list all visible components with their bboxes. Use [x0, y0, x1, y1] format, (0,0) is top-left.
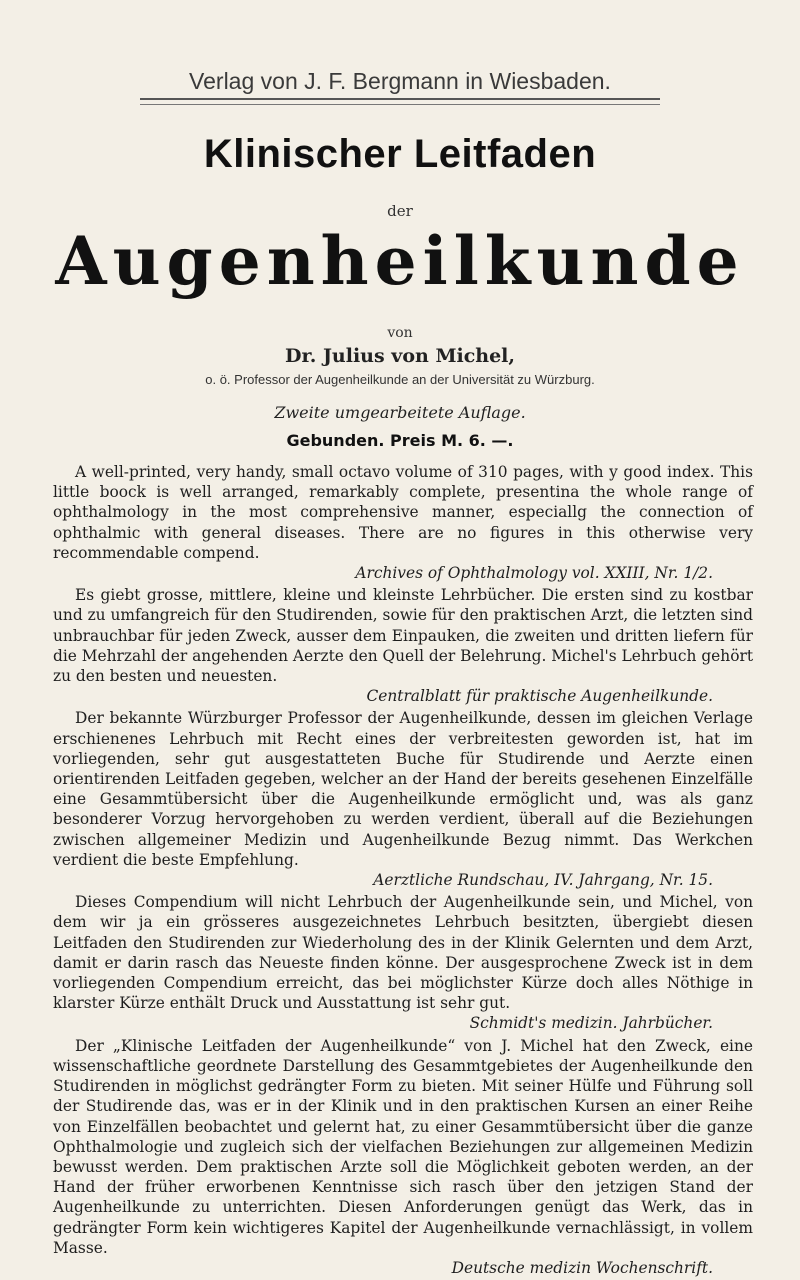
review-text: Der „Klinische Leitfaden der Augenheilkunde“ von J. Michel hat den Zweck, eine wissenschaftliche geordnete Darstellung des Gesammtgebietes der Augenheilkunde den Studirenden in möglichst gedrängter Form zu bieten. Mit seiner Hülfe und Führung soll der Studirende das, was er in der Klinik und in den praktischen Kursen an einer Reihe von Einzelfällen beobachtet und gelernt hat, zu einer Gesammtübersicht über die ganze Ophthalmologie und zugleich sich der vielfachen Beziehungen zur allgemeinen Medizin bewusst werden. Dem praktischen Arzte soll die Möglichkeit geboten werden, an der Hand der früher erworbenen Kenntnisse sich rasch über den jetzigen Stand der Augenheilkunde zu unterrichten. Diesen Anforderungen genügt das Werk, das in gedrängter Form kein wichtigeres Kapitel der Augenheilkunde vernachlässigt, in vollem Masse. — [53, 1036, 753, 1257]
review-source: Archives of Ophthalmology vol. XXIII, Nr. 1/2. — [355, 564, 713, 583]
title-connector: der — [387, 202, 413, 220]
edition-note: Zweite umgearbeitete Auflage. — [274, 403, 526, 422]
book-main-title: Augenheilkunde — [55, 222, 745, 300]
review-source: Aerztliche Rundschau, IV. Jahrgang, Nr. 15. — [373, 871, 713, 890]
reviews-section — [53, 462, 753, 1280]
book-title: Klinischer Leitfaden — [203, 132, 597, 176]
author-name: Dr. Julius von Michel, — [284, 345, 516, 367]
review-source: Deutsche medizin Wochenschrift. — [451, 1258, 713, 1277]
review-text: Der bekannte Würzburger Professor der Augenheilkunde, dessen im gleichen Verlage erschienenes Lehrbuch mit Recht eines der verbreitesten geworden ist, hat im vorliegenden, sehr gut ausgestatteten Buche für Studirende und Aerzte einen orientirenden Leitfaden gegeben, welcher an der Hand der bereits gesehenen Einzelfälle eine Gesammtübersicht über die Augenheilkunde ermöglicht und, was als ganz besonderer Vorzug hervorgehoben zu werden verdient, überall auf die Beziehungen zwischen allgemeiner Medizin und Augenheilkunde Bezug nimmt. Das Werkchen verdient die beste Empfehlung. — [53, 709, 753, 869]
price-line: Gebunden. Preis M. 6. —. — [286, 431, 514, 450]
review-source: Schmidt's medizin. Jahrbücher. — [469, 1014, 713, 1033]
author-affiliation: o. ö. Professor der Augenheilkunde an der Universität zu Würzburg. — [205, 372, 595, 387]
review-text: Es giebt grosse, mittlere, kleine und kleinste Lehrbücher. Die ersten sind zu kostbar und zu umfangreich für den Studirenden, sowie für den praktischen Arzt, die letzten sind unbrauchbar für jeden Zweck, ausser dem Einpauken, die zweiten und dritten liefern für die Mehrzahl der angehenden Aerzte den Quell der Belehrung. Michel's Lehrbuch gehört zu den besten und neuesten. — [53, 586, 754, 686]
review-text: Dieses Compendium will nicht Lehrbuch der Augenheilkunde sein, und Michel, von dem wir ja ein grösseres ausgezeichnetes Lehrbuch besitzten, übergiebt diesen Leitfaden den Studirenden zur Wiederholung des in der Klinik Gelernten und dem Arzt, damit er darin rasch das Neueste finden könne. Der ausgesprochene Zweck ist in dem vorliegenden Compendium erreicht, das bei möglichster Kürze doch alles Nöthige in klarster Kürze enthält Druck und Ausstattung ist sehr gut. — [53, 893, 753, 1013]
publisher-line: Verlag von J. F. Bergmann in Wiesbaden. — [189, 68, 611, 94]
author-prefix: von — [387, 325, 413, 341]
header-rule — [140, 98, 660, 100]
header-rule-thin — [140, 104, 660, 105]
review-source: Centralblatt für praktische Augenheilkunde. — [366, 687, 713, 706]
review-text: A well-printed, very handy, small octavo volume of 310 pages, with y good index. This little boock is well arranged, remarkably complete, presentina the whole range of ophthalmology in the most comprehensive manner, especiallg the connection of ophthalmic with general diseases. There are no figures in this otherwise very recommendable compend. — [53, 463, 753, 562]
